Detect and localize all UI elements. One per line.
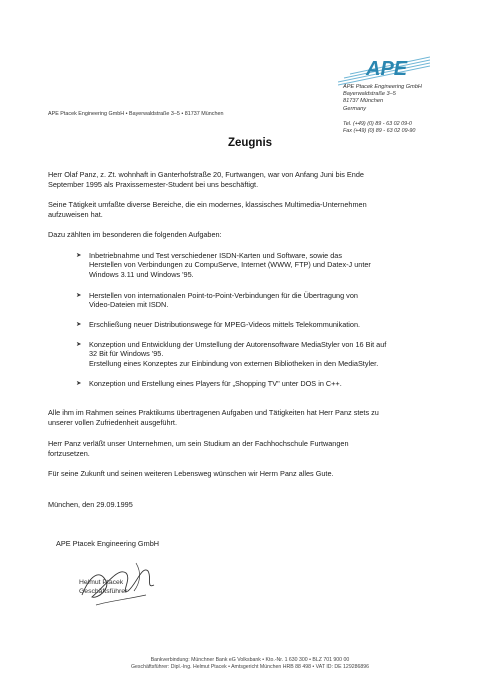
text-line: Herstellen von Verbindungen zu CompuServe, Internet (WWW, FTP) und Datex-J unter: [89, 260, 371, 270]
scope-paragraph: [48, 200, 478, 219]
text-line: Konzeption und Entwicklung der Umstellung der Autorensoftware MediaStyler von 16 Bit auf: [89, 340, 387, 349]
text-line: Herstellen von internationalen Point-to-Point-Verbindungen für die Übertragung von: [89, 291, 358, 300]
letterhead-contact: [343, 121, 415, 135]
signing-company: APE Ptacek Engineering GmbH: [56, 539, 160, 548]
arrow-bullet-icon: ➤: [76, 380, 82, 387]
fax-number: Fax (+49) (0) 89 - 63 02 09-90: [343, 128, 416, 134]
footer-line: Bankverbindung: Münchner Bank eG Volksbank • Kto.-Nr. 1 630 300 • BLZ 701 900 00: [150, 657, 350, 663]
text-line: 32 Bit für Windows '95.: [89, 349, 164, 359]
text-line: Erstellung eines Konzeptes zur Einbindung von externen Bibliotheken in den MediaStyler.: [89, 358, 379, 368]
address-line: Germany: [343, 105, 367, 112]
address-line: APE Ptacek Engineering GmbH: [343, 84, 422, 90]
phone-number: Tel. (+49) (0) 89 - 63 02 09-0: [343, 121, 412, 127]
signatory: [79, 578, 127, 596]
text-line: September 1995 als Praxissemester-Student bei uns beschäftigt.: [48, 179, 259, 189]
intro-paragraph: [48, 170, 478, 189]
text-line: Video-Dateien mit ISDN.: [89, 300, 169, 310]
letterhead-address: [343, 84, 422, 113]
text-line: Windows 3.11 und Windows '95.: [89, 269, 194, 279]
text-line: Inbetriebnahme und Test verschiedener ISDN-Karten und Software, sowie das: [89, 251, 342, 260]
arrow-bullet-icon: ➤: [76, 341, 82, 348]
text-line: Seine Tätigkeit umfaßte diverse Bereiche, die ein modernes, klassisches Multimedia-Unternehmen: [48, 200, 367, 209]
place-date: [48, 500, 478, 510]
text-line: München, den 29.09.1995: [48, 500, 133, 509]
document-title: Zeugnis: [227, 137, 273, 149]
arrow-bullet-icon: ➤: [76, 321, 82, 328]
arrow-bullet-icon: ➤: [76, 252, 82, 259]
satisfaction-paragraph: [48, 408, 478, 427]
text-line: Erschließung neuer Distributionswege für MPEG-Videos mittels Telekommunikation.: [89, 320, 361, 329]
text-line: Herr Olaf Panz, z. Zt. wohnhaft in Ganterhofstraße 20, Furtwangen, war von Anfang Juni bis Ende: [48, 170, 364, 179]
text-line: Für seine Zukunft und seinen weiteren Lebensweg wünschen wir Herrn Panz alles Gute.: [48, 469, 334, 478]
wishes-paragraph: [48, 469, 478, 479]
footer: [0, 657, 500, 671]
address-line: Bayerwaldstraße 3–5: [343, 91, 396, 98]
text-line: Konzeption und Erstellung eines Players für „Shopping TV" unter DOS in C++.: [89, 379, 342, 388]
text-line: Dazu zählten im besonderen die folgenden Aufgaben:: [48, 230, 222, 239]
logo-text: APE: [366, 58, 408, 80]
signatory-name: Helmut Ptacek: [79, 579, 124, 586]
leaving-paragraph: [48, 439, 478, 458]
text-line: Herr Panz verläßt unser Unternehmen, um sein Studium an der Fachhochschule Furtwangen: [48, 439, 349, 448]
text-line: unserer vollen Zufriedenheit ausgeführt.: [48, 417, 177, 427]
address-line: 81737 München: [343, 98, 384, 105]
footer-line: Geschäftsführer: Dipl.-Ing. Helmut Ptacek • Amtsgericht München HRB 88 498 • VAT ID: DE 129286896: [130, 664, 370, 670]
text-line: fortzusetzen.: [48, 448, 90, 458]
signatory-role: Geschäftsführer: [79, 588, 128, 595]
arrow-bullet-icon: ➤: [76, 292, 82, 299]
tasks-intro: [48, 230, 478, 240]
sender-line: APE Ptacek Engineering GmbH • Bayerwaldstraße 3–5 • 81737 München: [48, 111, 224, 117]
text-line: Alle ihm im Rahmen seines Praktikums übertragenen Aufgaben und Tätigkeiten hat Herr Panz stets zu: [48, 408, 379, 417]
text-line: aufzuweisen hat.: [48, 209, 103, 219]
ape-logo: [338, 52, 430, 86]
